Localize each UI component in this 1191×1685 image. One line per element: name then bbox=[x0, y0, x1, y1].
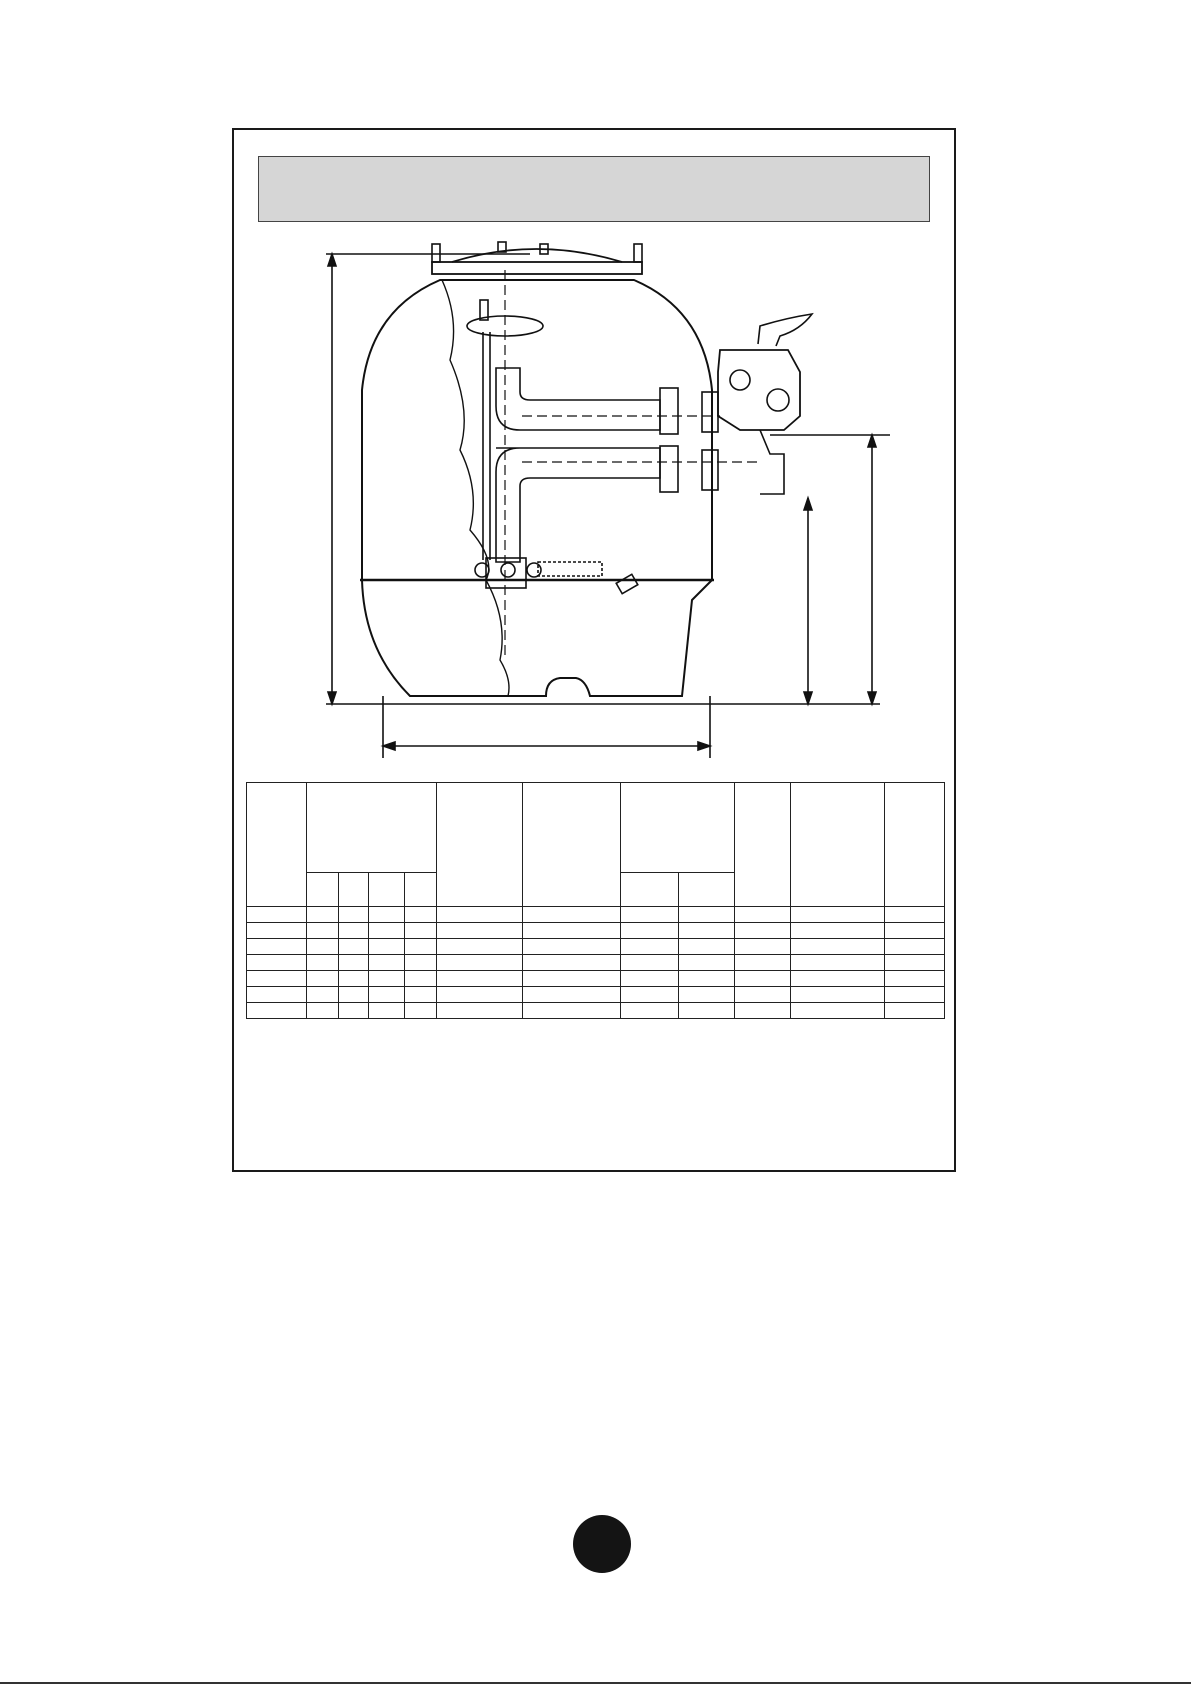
dimension-tank-width bbox=[383, 696, 710, 758]
multiport-valve bbox=[718, 314, 812, 494]
dimension-lower-port bbox=[804, 498, 812, 704]
header-cell bbox=[369, 873, 405, 907]
table-header-row-1 bbox=[247, 783, 945, 873]
header-cell bbox=[621, 873, 679, 907]
header-cell bbox=[307, 873, 339, 907]
header-cell bbox=[679, 873, 735, 907]
footer-rule bbox=[0, 1682, 1191, 1684]
table-row bbox=[247, 907, 945, 923]
page-number-badge bbox=[573, 1515, 631, 1573]
dimension-overall-height bbox=[326, 254, 880, 704]
collector-laterals bbox=[475, 558, 638, 594]
header-cell bbox=[405, 873, 437, 907]
title-band bbox=[258, 156, 930, 222]
header-cell bbox=[523, 783, 621, 907]
header-cell bbox=[621, 783, 735, 873]
header-cell bbox=[339, 873, 369, 907]
tank-lid bbox=[432, 242, 642, 274]
table-row bbox=[247, 987, 945, 1003]
table-row bbox=[247, 971, 945, 987]
table-row bbox=[247, 955, 945, 971]
header-cell bbox=[247, 783, 307, 907]
header-cell bbox=[307, 783, 437, 873]
dimension-upper-port bbox=[770, 435, 890, 704]
tank-body bbox=[360, 280, 714, 696]
table-row bbox=[247, 923, 945, 939]
filter-technical-drawing bbox=[300, 240, 900, 760]
header-cell bbox=[885, 783, 945, 907]
header-cell bbox=[791, 783, 885, 907]
specification-table bbox=[246, 782, 945, 1019]
header-cell bbox=[735, 783, 791, 907]
bulkhead-fittings bbox=[660, 388, 718, 492]
table-row bbox=[247, 939, 945, 955]
header-cell bbox=[437, 783, 523, 907]
internal-pipework bbox=[467, 300, 760, 562]
table-row bbox=[247, 1003, 945, 1019]
